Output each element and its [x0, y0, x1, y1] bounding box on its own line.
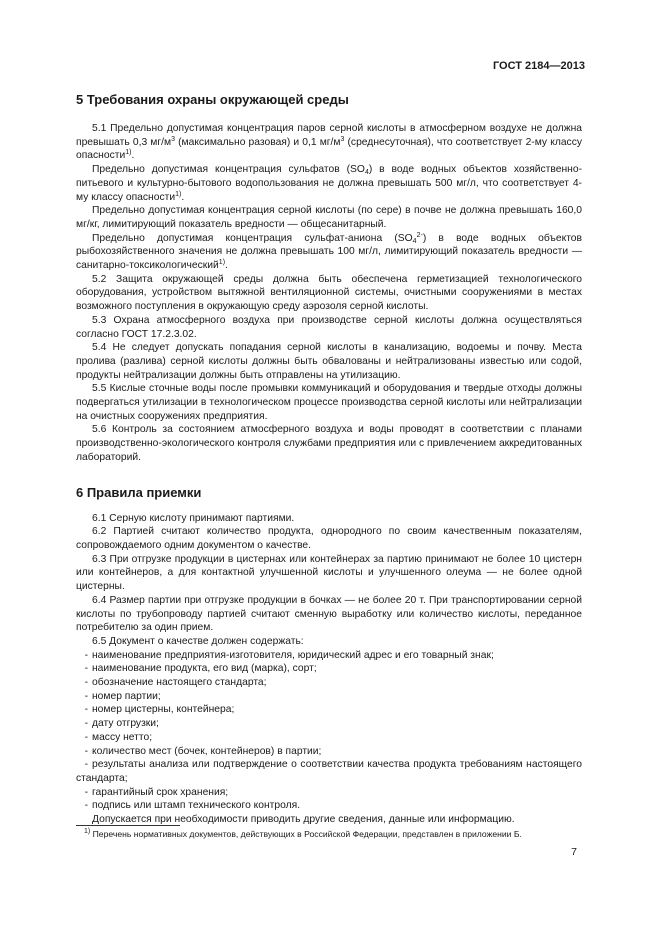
list-item: - гарантийный срок хранения;	[84, 786, 229, 798]
list-item: - массу нетто;	[84, 731, 153, 743]
document-body	[76, 92, 582, 827]
list-item: - номер партии;	[84, 690, 161, 702]
paragraph-sulfates: Предельно допустимая концентрация сульфатов $(SO_4)$ в воде водных объектов хозяйственно-питьевого и культурно-бытового водопользования не должна превышать 500 мг/л, что соответствует 4-му классу опасности$^{1)}$.	[76, 164, 583, 203]
list-item: - обозначение настоящего стандарта;	[84, 677, 267, 689]
paragraph-6-3: 6.3 При отгрузке продукции в цистернах или контейнерах за партию принимают не более 10 цистерн или контейнеров, а для контактной улучшенной кислоты и улучшенного олеума — не более одной цистерны.	[76, 553, 582, 593]
page-number: 7	[571, 846, 577, 858]
footnote-ref: 1)	[218, 259, 226, 267]
paragraph-5-6: 5.6 Контроль за состоянием атмосферного воздуха и воды проводят в соответствии с планами производственно-экологического контроля службами предприятия или с привлечением аккредитованных лабораторий.	[76, 424, 582, 463]
list-item: - наименование продукта, его вид (марка), сорт;	[84, 663, 317, 675]
quality-document-list	[76, 649, 582, 813]
paragraph-5-5: 5.5 Кислые сточные воды после промывки коммуникаций и оборудования и твердые отходы должны подвергаться утилизации в технологическом процессе производства серной кислоты или нейтрализации на очистных сооружениях предприятия.	[76, 383, 582, 422]
paragraph-6-5: 6.5 Документ о качестве должен содержать:	[92, 635, 304, 647]
paragraph-6-4: 6.4 Размер партии при отгрузке продукции в бочках — не более 20 т. При транспортировании серной кислоты по трубопроводу партией считают сменную выработку или количество кислоты, переданное потребителю за один прием.	[76, 594, 582, 634]
footnote-mark: 1)	[84, 828, 91, 835]
list-item: - результаты анализа или подтверждение о соответствии качества продукта требованиям настоящего стандарта;	[76, 759, 582, 784]
footnote-ref: 1)	[175, 190, 182, 198]
paragraph-soil: Предельно допустимая концентрация серной кислоты (по сере) в почве не должна превышать 160,0 мг/кг, лимитирующий показатель вредности — общесанитарный.	[76, 205, 582, 230]
footnote-divider	[76, 825, 180, 826]
paragraph-5-2: 5.2 Защита окружающей среды должна быть обеспечена герметизацией технологического оборудования, устройством вытяжной вентиляционной системы, очистными сооружениями в местах возможного поступления в окружающую среду аэрозоля серной кислоты.	[76, 273, 582, 313]
list-item: - наименование предприятия-изготовителя, юридический адрес и его товарный знак;	[84, 649, 494, 661]
section-6-title: 6 Правила приемки	[76, 484, 202, 500]
document-code: ГОСТ 2184—2013	[492, 60, 585, 72]
section-5	[76, 92, 582, 465]
footnote-ref: 1)	[125, 149, 132, 157]
paragraph-6-1: 6.1 Серную кислоту принимают партиями.	[92, 512, 295, 524]
footnote	[76, 829, 582, 840]
paragraph-sulfate-anion: Предельно допустимая концентрация сульфат-аниона $(SO_4^{2-})$ в воде водных объектов рыбохозяйственного значения не должна превышать 100 мг/л, лимитирующий показатель вредности — санитарно-токсикологический$^{1)}$.	[76, 231, 582, 272]
list-item: - подпись или штамп технического контроля.	[84, 800, 301, 812]
section-6	[76, 485, 582, 827]
list-item: - номер цистерны, контейнера;	[84, 704, 235, 716]
paragraph-5-1: 5.1 Предельно допустимая концентрация паров серной кислоты в атмосферном воздухе не должна превышать 0,3 $мг/м^3$ (максимально разовая) и 0,1 $мг/м^3$ (среднесуточная), что соответствует 2-му классу опасности$^{1)}$.	[76, 123, 582, 162]
paragraph-5-4: 5.4 Не следует допускать попадания серной кислоты в канализацию, водоемы и почву. Места пролива (разлива) серной кислоты должны быть обвалованы и нейтрализованы известью или содой, продукты нейтрализации должны быть отправлены на утилизацию.	[76, 342, 582, 381]
list-item: - количество мест (бочек, контейнеров) в партии;	[84, 745, 322, 757]
list-item: - дату отгрузки;	[84, 718, 159, 730]
paragraph-6-2: 6.2 Партией считают количество продукта, однородного по своим качественным показателям, сопровождаемого одним документом о качестве.	[76, 526, 582, 551]
section-5-title: 5 Требования охраны окружающей среды	[76, 92, 349, 107]
paragraph-6-tail: Допускается при необходимости приводить другие сведения, данные или информацию.	[92, 814, 515, 826]
paragraph-5-3: 5.3 Охрана атмосферного воздуха при производстве серной кислоты должна осуществляться согласно ГОСТ 17.2.3.02.	[76, 314, 582, 340]
footnote-text: Перечень нормативных документов, действующих в Российской Федерации, представлен в приложении Б.	[92, 829, 522, 839]
